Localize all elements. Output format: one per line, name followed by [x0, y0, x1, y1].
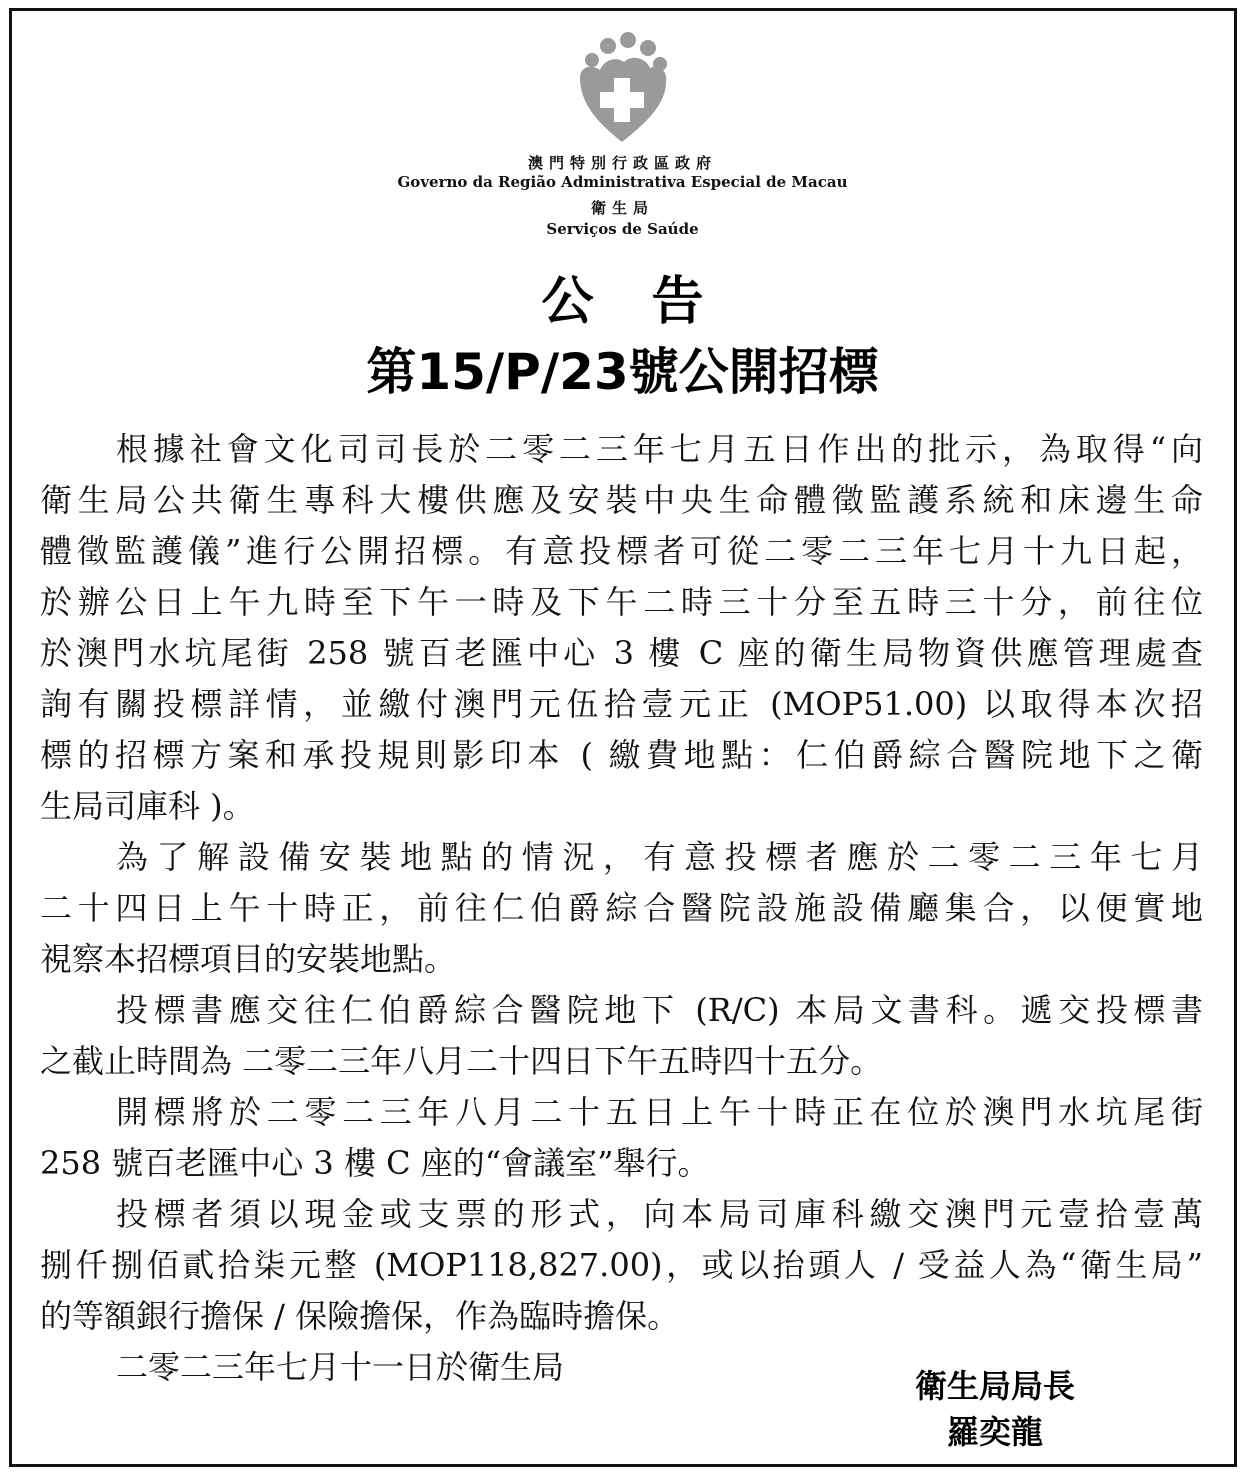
tender-number-heading: 第15/P/23號公開招標 — [366, 343, 879, 401]
text-line: 生局司庫科 )。 — [40, 787, 255, 825]
text-line: 衛生局公共衛生專科大樓供應及安裝中央生命體徵監護系統和床邊生命 — [40, 481, 1203, 519]
signature-title: 衛生局局長 — [914, 1367, 1075, 1405]
paragraph-opening — [40, 1087, 1203, 1189]
announcement-body — [40, 424, 1203, 1393]
text-line: 的等額銀行擔保 / 保險擔保，作為臨時擔保。 — [40, 1297, 680, 1335]
text-line: 根據社會文化司司長於二零二三年七月五日作出的批示，為取得“向 — [116, 430, 1203, 468]
text-line: 之截止時間為 二零二三年八月二十四日下午五時四十五分。 — [40, 1042, 883, 1080]
text-line: 詢有關投標詳情，並繳付澳門元伍拾壹元正 (MOP51.00) 以取得本次招 — [40, 685, 1203, 723]
text-line: 為了解設備安裝地點的情況，有意投標者應於二零二三年七月 — [116, 838, 1203, 876]
government-name-portuguese: Governo da Região Administrativa Especial de Macau — [397, 173, 848, 191]
health-bureau-logo-icon — [570, 30, 674, 148]
signature-name: 羅奕龍 — [946, 1413, 1043, 1451]
government-name-chinese: 澳門特別行政區政府 — [527, 154, 717, 172]
text-line: 於澳門水坑尾街 258 號百老匯中心 3 樓 C 座的衛生局物資供應管理處查 — [40, 634, 1203, 672]
text-line: 於辦公日上午九時至下午一時及下午二時三十分至五時三十分，前往位 — [40, 583, 1203, 621]
text-line: 投標者須以現金或支票的形式，向本局司庫科繳交澳門元壹拾壹萬 — [116, 1195, 1203, 1233]
announcement-heading: 公 告 — [541, 272, 704, 332]
department-name-portuguese: Serviços de Saúde — [546, 220, 699, 238]
text-line: 體徵監護儀”進行公開招標。有意投標者可從二零二三年七月十九日起， — [40, 532, 1203, 570]
text-line: 投標書應交往仁伯爵綜合醫院地下 (R/C) 本局文書科。遞交投標書 — [116, 991, 1203, 1029]
paragraph-site-visit — [40, 832, 1203, 985]
text-line: 捌仟捌佰貳拾柒元整 (MOP118,827.00)，或以抬頭人 / 受益人為“衛生局” — [40, 1246, 1203, 1284]
text-line: 開標將於二零二三年八月二十五日上午十時正在位於澳門水坑尾街 — [116, 1093, 1203, 1131]
text-line: 二十四日上午十時正，前往仁伯爵綜合醫院設施設備廳集合，以便實地 — [40, 889, 1203, 927]
paragraph-submission — [40, 985, 1203, 1087]
text-line: 標的招標方案和承投規則影印本 ( 繳費地點：仁伯爵綜合醫院地下之衛 — [40, 736, 1203, 774]
department-name-chinese: 衛生局 — [590, 199, 654, 217]
paragraph-tender-details — [40, 424, 1203, 832]
text-line: 258 號百老匯中心 3 樓 C 座的“會議室”舉行。 — [40, 1144, 710, 1182]
text-line: 視察本招標項目的安裝地點。 — [40, 940, 457, 978]
text-line: 二零二三年七月十一日於衛生局 — [116, 1348, 565, 1386]
paragraph-guarantee — [40, 1189, 1203, 1342]
